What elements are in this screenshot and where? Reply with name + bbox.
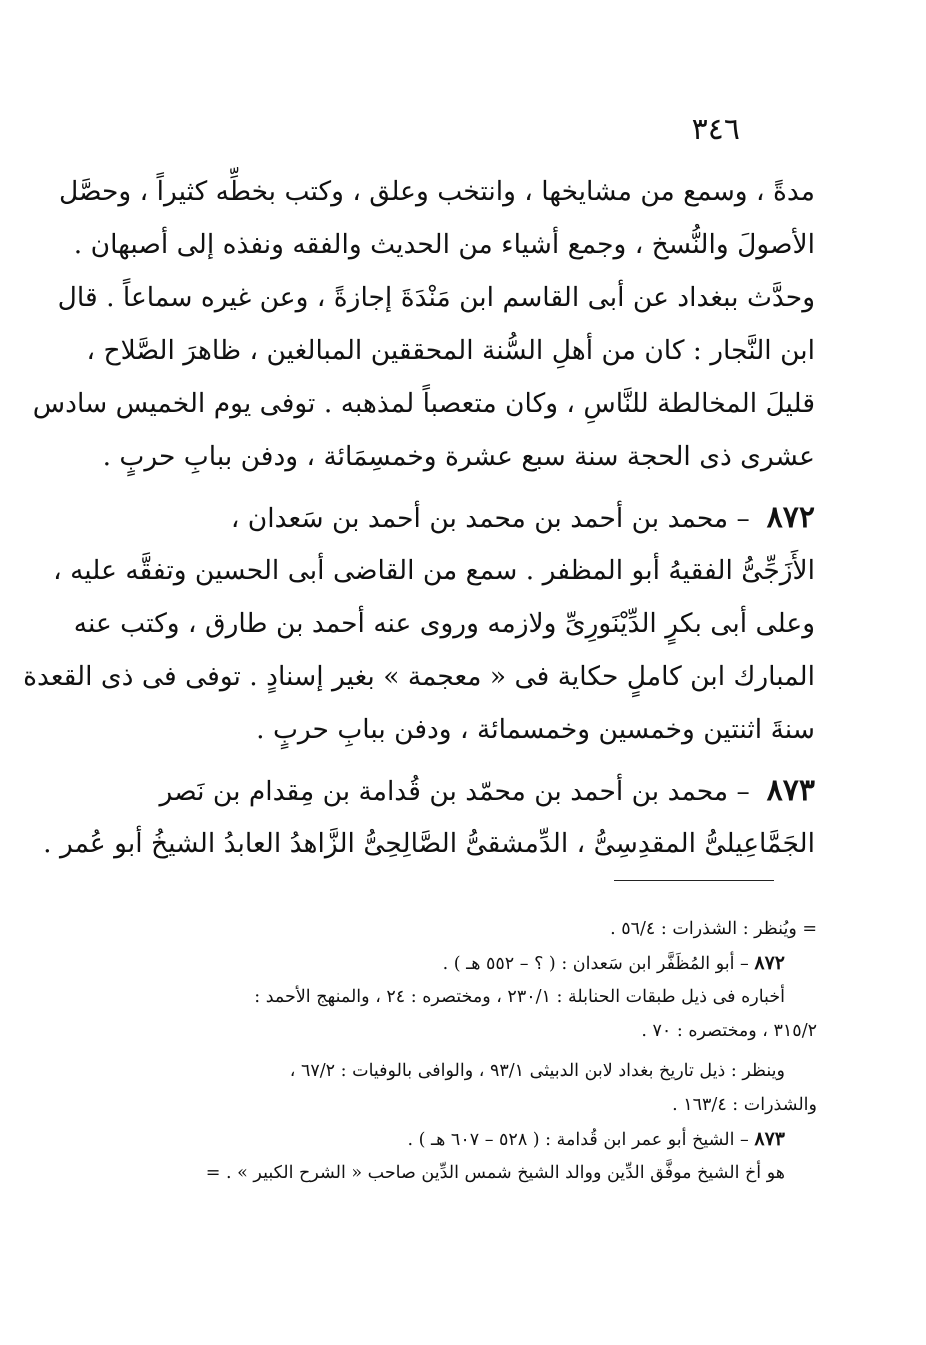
entry-first-line xyxy=(110,764,815,817)
text-line: الجَمَّاعِيلىُّ المقدِسِىُّ ، الدِّمشقىُّ الصَّالِحِىُّ الزَّاهدُ العابدُ الشيخُ أبو عُمر . xyxy=(43,828,815,859)
footnote-line: والشذرات : ١٦٣/٤ . xyxy=(672,1095,817,1115)
entry-number: ٨٧٢ xyxy=(766,500,815,535)
text-line: مدةً ، وسمع من مشايخها ، وانتخب وعلق ، وكتب بخطِّه كثيراً ، وحصَّل xyxy=(58,176,815,207)
footnote-number: ٨٧٢ xyxy=(754,952,785,974)
footnote-873 xyxy=(105,1122,817,1190)
entry-heading: – محمد بن أحمد بن محمد بن أحمد بن سَعدان ، xyxy=(230,503,750,534)
footnote-872 xyxy=(105,946,817,1122)
footnote-line: ٣١٥/٢ ، ومختصره : ٧٠ . xyxy=(641,1021,817,1041)
footnote-line: أخباره فى ذيل طبقات الحنابلة : ٢٣٠/١ ، ومختصره : ٢٤ ، والمنهج الأحمد : xyxy=(254,987,785,1007)
footnote-line: هو أخ الشيخ موفَّق الدِّين ووالد الشيخ شمس الدِّين صاحب « الشرح الكبير » . = xyxy=(205,1163,785,1183)
text-line: وحدَّث ببغداد عن أبى القاسم ابن مَنْدَةَ إجازةً ، وعن غيره سماعاً . قال xyxy=(57,282,815,313)
footnotes xyxy=(105,912,817,1190)
entry-number: ٨٧٣ xyxy=(766,773,815,808)
text-line: قليلَ المخالطة للنَّاسِ ، وكان متعصباً لمذهبه . توفى يوم الخميس سادس xyxy=(32,388,815,419)
footnote-heading: – الشيخ أبو عمر ابن قُدامة : ( ٥٢٨ – ٦٠٧ هـ ) . xyxy=(407,1130,749,1150)
footnote-continuation: = ويُنظر : الشذرات : ٥٦/٤ . xyxy=(610,919,817,939)
main-text xyxy=(23,165,815,870)
footnote-heading: – أبو المُظَفَّر ابن سَعدان : ( ؟ – ٥٥٢ هـ ) . xyxy=(442,954,749,974)
text-line: الأصولَ والنُّسخ ، وجمع أشياء من الحديث والفقه ونفذه إلى أصبهان . xyxy=(73,229,815,260)
entry-873 xyxy=(43,764,815,870)
footnote-number: ٨٧٣ xyxy=(754,1128,785,1150)
footnote-separator xyxy=(614,880,774,881)
entry-first-line xyxy=(110,491,815,544)
entry-872 xyxy=(23,491,815,756)
text-line: وعلى أبى بكرٍ الدِّيْنَورِىِّ ولازمه وروى عنه أحمد بن طارق ، وكتب عنه xyxy=(73,608,815,639)
footnote-line: وينظر : ذيل تاريخ بغداد لابن الدبيثى ٩٣/١ ، والوافى بالوفيات : ٦٧/٢ ، xyxy=(289,1061,785,1081)
text-line: سنةَ اثنتين وخمسين وخمسمائة ، ودفن ببابِ حربٍ . xyxy=(256,714,815,745)
text-line: الأَزَجِّىُّ الفقيهُ أبو المظفر . سمع من القاضى أبى الحسين وتفقَّه عليه ، xyxy=(53,555,815,586)
paragraph-continuation xyxy=(32,165,815,483)
footnote-title xyxy=(105,1122,817,1156)
page-number: ٣٤٦ xyxy=(691,112,740,147)
text-line: المبارك ابن كاملٍ حكاية فى « معجمة » بغير إسنادٍ . توفى فى ذى القعدة xyxy=(23,661,815,692)
footnote-title xyxy=(105,946,817,980)
text-line: ابن النَّجار : كان من أهلِ السُّنة المحققين المبالغين ، ظاهرَ الصَّلاح ، xyxy=(86,335,815,366)
entry-heading: – محمد بن أحمد بن محمّد بن قُدامة بن مِقدام بن نَصر xyxy=(159,776,750,807)
text-line: عشرى ذى الحجة سنة سبع عشرة وخمسِمَائة ، ودفن ببابِ حربٍ . xyxy=(102,441,815,472)
